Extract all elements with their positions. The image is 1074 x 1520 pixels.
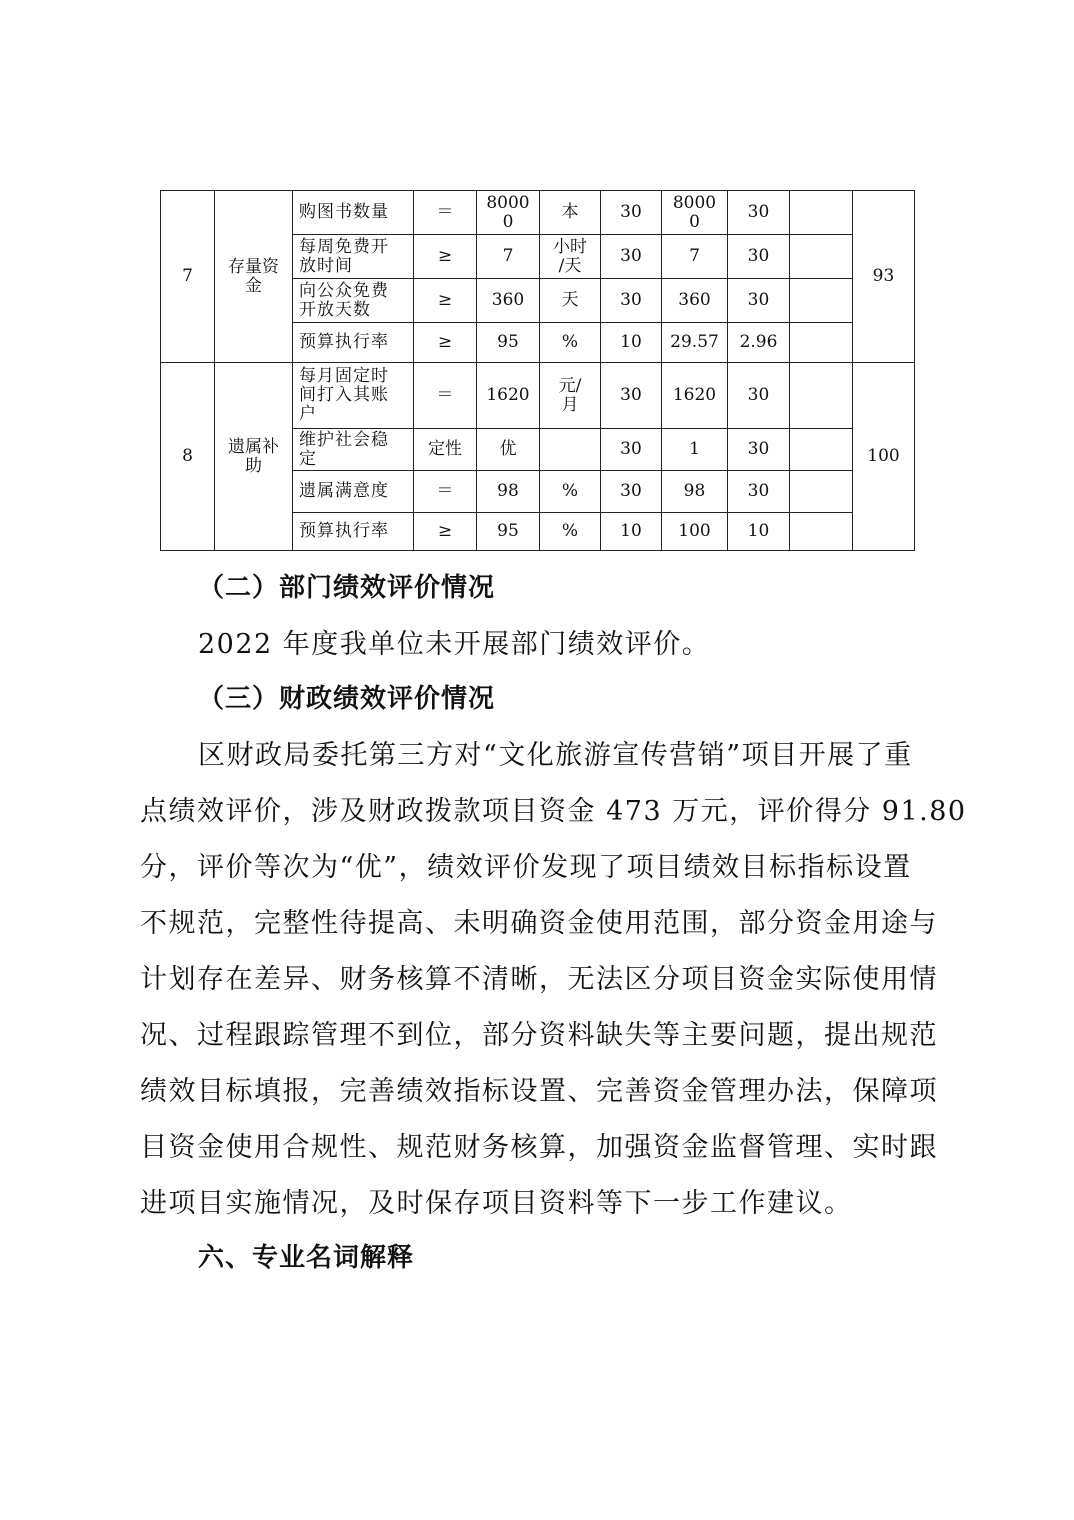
unit bbox=[540, 471, 601, 513]
target-value-line: 95 bbox=[497, 332, 519, 352]
project-name-line: 存量资 bbox=[228, 256, 279, 277]
score: 30 bbox=[728, 235, 790, 279]
actual-value-line: 0 bbox=[689, 211, 700, 232]
score: 30 bbox=[728, 279, 790, 323]
indicator-name-line: 放时间 bbox=[299, 255, 353, 276]
paragraph-line: 况、过程跟踪管理不到位，部分资料缺失等主要问题，提出规范 bbox=[140, 1020, 938, 1051]
unit bbox=[540, 323, 601, 363]
project-name-line: 助 bbox=[245, 455, 262, 476]
indicator-name-line: 维护社会稳 bbox=[299, 429, 389, 450]
indicator-name-line: 预算执行率 bbox=[299, 332, 389, 352]
actual-value bbox=[662, 363, 728, 429]
operator: ＝ bbox=[414, 471, 477, 513]
target-value bbox=[477, 363, 540, 429]
indicator-name bbox=[293, 191, 414, 235]
actual-value-line: 29.57 bbox=[670, 332, 719, 352]
target-value-line: 98 bbox=[497, 481, 519, 501]
note bbox=[790, 323, 853, 363]
weight: 30 bbox=[601, 191, 662, 235]
indicator-name bbox=[293, 429, 414, 471]
operator: ＝ bbox=[414, 363, 477, 429]
operator: ≥ bbox=[414, 279, 477, 323]
operator: ≥ bbox=[414, 513, 477, 551]
actual-value-line: 98 bbox=[683, 481, 706, 501]
operator: ≥ bbox=[414, 235, 477, 279]
operator: 定性 bbox=[414, 429, 477, 471]
paragraph-line: 目资金使用合规性、规范财务核算，加强资金监督管理、实时跟 bbox=[140, 1132, 938, 1163]
section-2-text: 2022 年度我单位未开展部门绩效评价。 bbox=[198, 629, 711, 660]
indicator-name bbox=[293, 513, 414, 551]
note bbox=[790, 279, 853, 323]
indicator-name bbox=[293, 363, 414, 429]
project-name-line: 遗属补 bbox=[228, 436, 279, 457]
indicator-name-line: 户 bbox=[299, 404, 317, 424]
actual-value bbox=[662, 513, 728, 551]
note bbox=[790, 235, 853, 279]
paragraph-line: 计划存在差异、财务核算不清晰，无法区分项目资金实际使用情 bbox=[140, 964, 938, 995]
weight: 30 bbox=[601, 471, 662, 513]
indicator-name bbox=[293, 279, 414, 323]
project-name bbox=[215, 363, 293, 551]
score: 30 bbox=[728, 363, 790, 429]
indicator-name-line: 每月固定时 bbox=[299, 366, 389, 386]
score: 10 bbox=[728, 513, 790, 551]
note bbox=[790, 363, 853, 429]
indicator-name bbox=[293, 471, 414, 513]
indicator-name-line: 遗属满意度 bbox=[299, 481, 389, 501]
note bbox=[790, 471, 853, 513]
actual-value bbox=[662, 279, 728, 323]
unit bbox=[540, 279, 601, 323]
actual-value-line: 100 bbox=[678, 521, 711, 541]
total-score: 100 bbox=[853, 363, 915, 551]
weight: 30 bbox=[601, 429, 662, 471]
score: 30 bbox=[728, 429, 790, 471]
paragraph-line: 不规范，完整性待提高、未明确资金使用范围，部分资金用途与 bbox=[140, 908, 938, 939]
operator: ≥ bbox=[414, 323, 477, 363]
target-value bbox=[477, 471, 540, 513]
section-6-heading: 六、专业名词解释 bbox=[198, 1243, 415, 1273]
target-value bbox=[477, 235, 540, 279]
score: 2.96 bbox=[728, 323, 790, 363]
actual-value bbox=[662, 429, 728, 471]
indicator-name-line: 购图书数量 bbox=[299, 202, 389, 222]
section-2-heading: （二）部门绩效评价情况 bbox=[198, 573, 496, 603]
indicator-name-line: 开放天数 bbox=[299, 299, 371, 320]
row-number: 8 bbox=[161, 363, 215, 551]
unit-line: 天 bbox=[561, 290, 579, 310]
indicator-name bbox=[293, 323, 414, 363]
target-value-line: 优 bbox=[499, 439, 517, 459]
unit bbox=[540, 513, 601, 551]
section-3-heading: （三）财政绩效评价情况 bbox=[198, 684, 496, 714]
actual-value-line: 1 bbox=[689, 439, 700, 459]
actual-value bbox=[662, 191, 728, 235]
unit bbox=[540, 191, 601, 235]
target-value-line: 360 bbox=[491, 290, 525, 310]
target-value bbox=[477, 429, 540, 471]
total-score: 93 bbox=[853, 191, 915, 363]
weight: 10 bbox=[601, 323, 662, 363]
actual-value-line: 7 bbox=[689, 246, 700, 266]
paragraph-line: 绩效目标填报，完善绩效指标设置、完善资金管理办法，保障项 bbox=[140, 1076, 938, 1107]
target-value-line: 8000 bbox=[486, 192, 530, 213]
weight: 30 bbox=[601, 279, 662, 323]
actual-value bbox=[662, 471, 728, 513]
operator: ＝ bbox=[414, 191, 477, 235]
indicator-name-line: 每周免费开 bbox=[299, 236, 389, 257]
weight: 30 bbox=[601, 235, 662, 279]
weight: 30 bbox=[601, 363, 662, 429]
score: 30 bbox=[728, 471, 790, 513]
unit bbox=[540, 429, 601, 471]
actual-value-line: 360 bbox=[678, 290, 711, 310]
unit-line: % bbox=[561, 521, 579, 541]
indicator-name bbox=[293, 235, 414, 279]
note bbox=[790, 191, 853, 235]
project-name bbox=[215, 191, 293, 363]
note bbox=[790, 513, 853, 551]
indicator-name-line: 向公众免费 bbox=[299, 280, 389, 301]
unit-line: % bbox=[561, 332, 579, 352]
unit-line: 月 bbox=[561, 394, 579, 415]
table-row bbox=[161, 363, 915, 429]
actual-value bbox=[662, 235, 728, 279]
unit bbox=[540, 235, 601, 279]
target-value-line: 1620 bbox=[486, 385, 530, 405]
target-value-line: 7 bbox=[502, 246, 514, 266]
row-number: 7 bbox=[161, 191, 215, 363]
note bbox=[790, 429, 853, 471]
performance-table bbox=[160, 190, 915, 551]
unit-line: /天 bbox=[558, 255, 582, 276]
indicator-name-line: 定 bbox=[299, 448, 317, 469]
table-row bbox=[161, 191, 915, 235]
unit-line: 小时 bbox=[553, 236, 587, 257]
indicator-name-line: 预算执行率 bbox=[299, 521, 389, 541]
target-value-line: 95 bbox=[497, 521, 519, 541]
score: 30 bbox=[728, 191, 790, 235]
paragraph-line: 分，评价等次为“优”，绩效评价发现了项目绩效目标指标设置 bbox=[140, 852, 912, 883]
actual-value bbox=[662, 323, 728, 363]
unit-line: % bbox=[561, 481, 579, 501]
target-value bbox=[477, 513, 540, 551]
paragraph-line: 进项目实施情况，及时保存项目资料等下一步工作建议。 bbox=[140, 1188, 853, 1219]
target-value-line: 0 bbox=[502, 211, 514, 232]
unit bbox=[540, 363, 601, 429]
indicator-name-line: 间打入其账 bbox=[299, 385, 389, 405]
project-name-line: 金 bbox=[245, 275, 262, 296]
unit-line: 本 bbox=[561, 202, 579, 222]
weight: 10 bbox=[601, 513, 662, 551]
paragraph-line: 点绩效评价，涉及财政拨款项目资金 473 万元，评价得分 91.80 bbox=[140, 796, 967, 827]
target-value bbox=[477, 279, 540, 323]
target-value bbox=[477, 191, 540, 235]
actual-value-line: 1620 bbox=[672, 385, 717, 405]
paragraph-line: 区财政局委托第三方对“文化旅游宣传营销”项目开展了重 bbox=[198, 740, 913, 771]
target-value bbox=[477, 323, 540, 363]
unit-line: 元/ bbox=[558, 375, 582, 396]
actual-value-line: 8000 bbox=[672, 192, 717, 213]
